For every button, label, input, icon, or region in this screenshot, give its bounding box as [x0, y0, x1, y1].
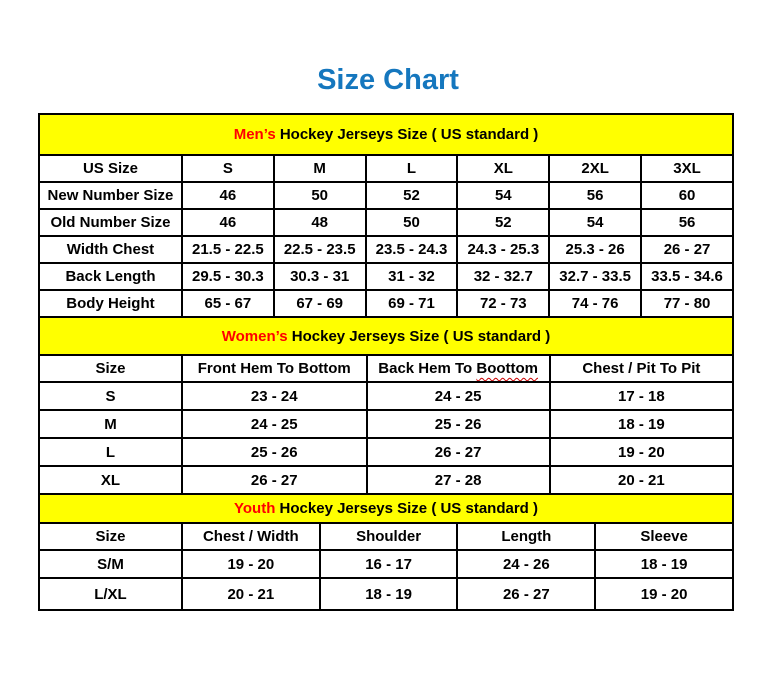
youth-band-text: Hockey Jerseys Size ( US standard ) [275, 500, 538, 517]
womens-column-header: Size [39, 355, 182, 382]
mens-size-table [38, 113, 734, 318]
mens-table-row [39, 209, 733, 236]
youth-row-label: L/XL [39, 578, 182, 610]
mens-data-cell: 25.3 - 26 [549, 236, 641, 263]
mens-band-highlight: Men’s [233, 126, 276, 143]
womens-data-cell: 26 - 27 [182, 466, 367, 494]
mens-table-row [39, 290, 733, 317]
womens-data-cell: 26 - 27 [367, 438, 550, 466]
mens-data-cell: 50 [274, 182, 366, 209]
mens-data-cell: 72 - 73 [457, 290, 549, 317]
womens-row-label: XL [39, 466, 182, 494]
mens-data-cell: 52 [457, 209, 549, 236]
womens-band-highlight: Women’s [221, 327, 288, 345]
mens-row-label: Back Length [39, 263, 182, 290]
mens-data-cell: 74 - 76 [549, 290, 641, 317]
youth-column-header: Sleeve [595, 523, 733, 550]
womens-data-cell: 20 - 21 [550, 466, 733, 494]
womens-band-text: Hockey Jerseys Size ( US standard ) [287, 327, 551, 345]
youth-section-band [39, 494, 733, 523]
mens-data-cell: 60 [641, 182, 733, 209]
womens-size-table [38, 316, 734, 495]
womens-data-cell: 24 - 25 [367, 382, 550, 410]
womens-table-row [39, 466, 733, 494]
womens-data-cell: 27 - 28 [367, 466, 550, 494]
mens-row-label: Body Height [39, 290, 182, 317]
youth-data-cell: 19 - 20 [595, 578, 733, 610]
mens-table-row [39, 182, 733, 209]
mens-data-cell: 56 [549, 182, 641, 209]
mens-data-cell: 29.5 - 30.3 [182, 263, 274, 290]
mens-data-cell: 52 [366, 182, 458, 209]
womens-table-row [39, 410, 733, 438]
mens-column-header: 3XL [641, 155, 733, 182]
womens-data-cell: 25 - 26 [367, 410, 550, 438]
size-chart-tables [38, 113, 734, 611]
youth-data-cell: 18 - 19 [320, 578, 458, 610]
youth-data-cell: 24 - 26 [457, 550, 595, 578]
mens-column-header: XL [457, 155, 549, 182]
mens-data-cell: 31 - 32 [366, 263, 458, 290]
mens-data-cell: 54 [457, 182, 549, 209]
womens-data-cell: 17 - 18 [550, 382, 733, 410]
mens-column-header: L [366, 155, 458, 182]
mens-band-text: Hockey Jerseys Size ( US standard ) [275, 126, 539, 143]
mens-data-cell: 21.5 - 22.5 [182, 236, 274, 263]
page-title: Size Chart [317, 64, 459, 96]
youth-data-cell: 16 - 17 [320, 550, 458, 578]
mens-row-label: New Number Size [39, 182, 182, 209]
mens-data-cell: 77 - 80 [641, 290, 733, 317]
womens-section-band [39, 317, 733, 355]
mens-column-header: S [182, 155, 274, 182]
youth-data-cell: 20 - 21 [182, 578, 320, 610]
womens-row-label: M [39, 410, 182, 438]
mens-table-row [39, 236, 733, 263]
mens-column-header: M [274, 155, 366, 182]
womens-row-label: L [39, 438, 182, 466]
mens-data-cell: 46 [182, 182, 274, 209]
womens-column-header: Back Hem To Boottom [367, 355, 550, 382]
womens-data-cell: 19 - 20 [550, 438, 733, 466]
mens-column-header: 2XL [549, 155, 641, 182]
mens-column-header: US Size [39, 155, 182, 182]
mens-data-cell: 32.7 - 33.5 [549, 263, 641, 290]
mens-data-cell: 26 - 27 [641, 236, 733, 263]
mens-section-band [39, 114, 733, 155]
womens-row-label: S [39, 382, 182, 410]
mens-data-cell: 50 [366, 209, 458, 236]
mens-data-cell: 32 - 32.7 [457, 263, 549, 290]
youth-data-cell: 19 - 20 [182, 550, 320, 578]
mens-data-cell: 33.5 - 34.6 [641, 263, 733, 290]
mens-data-cell: 22.5 - 23.5 [274, 236, 366, 263]
womens-data-cell: 24 - 25 [182, 410, 367, 438]
youth-size-table [38, 493, 734, 611]
mens-data-cell: 67 - 69 [274, 290, 366, 317]
mens-table-row [39, 263, 733, 290]
mens-data-cell: 46 [182, 209, 274, 236]
youth-data-cell: 26 - 27 [457, 578, 595, 610]
mens-row-label: Old Number Size [39, 209, 182, 236]
youth-row-label: S/M [39, 550, 182, 578]
mens-data-cell: 56 [641, 209, 733, 236]
spellcheck-squiggle-word: Boottom [476, 360, 539, 377]
womens-data-cell: 25 - 26 [182, 438, 367, 466]
youth-band-highlight: Youth [234, 500, 276, 517]
youth-column-header: Shoulder [320, 523, 458, 550]
mens-data-cell: 54 [549, 209, 641, 236]
youth-column-header: Chest / Width [182, 523, 320, 550]
mens-data-cell: 30.3 - 31 [274, 263, 366, 290]
youth-table-row [39, 550, 733, 578]
mens-data-cell: 65 - 67 [182, 290, 274, 317]
youth-column-header: Size [39, 523, 182, 550]
mens-data-cell: 69 - 71 [366, 290, 458, 317]
mens-row-label: Width Chest [39, 236, 182, 263]
womens-data-cell: 23 - 24 [182, 382, 367, 410]
youth-table-row [39, 578, 733, 610]
mens-data-cell: 48 [274, 209, 366, 236]
womens-table-row [39, 382, 733, 410]
womens-table-row [39, 438, 733, 466]
womens-column-header: Front Hem To Bottom [182, 355, 367, 382]
womens-column-header: Chest / Pit To Pit [550, 355, 733, 382]
mens-data-cell: 24.3 - 25.3 [457, 236, 549, 263]
mens-data-cell: 23.5 - 24.3 [366, 236, 458, 263]
youth-column-header: Length [457, 523, 595, 550]
youth-data-cell: 18 - 19 [595, 550, 733, 578]
womens-data-cell: 18 - 19 [550, 410, 733, 438]
